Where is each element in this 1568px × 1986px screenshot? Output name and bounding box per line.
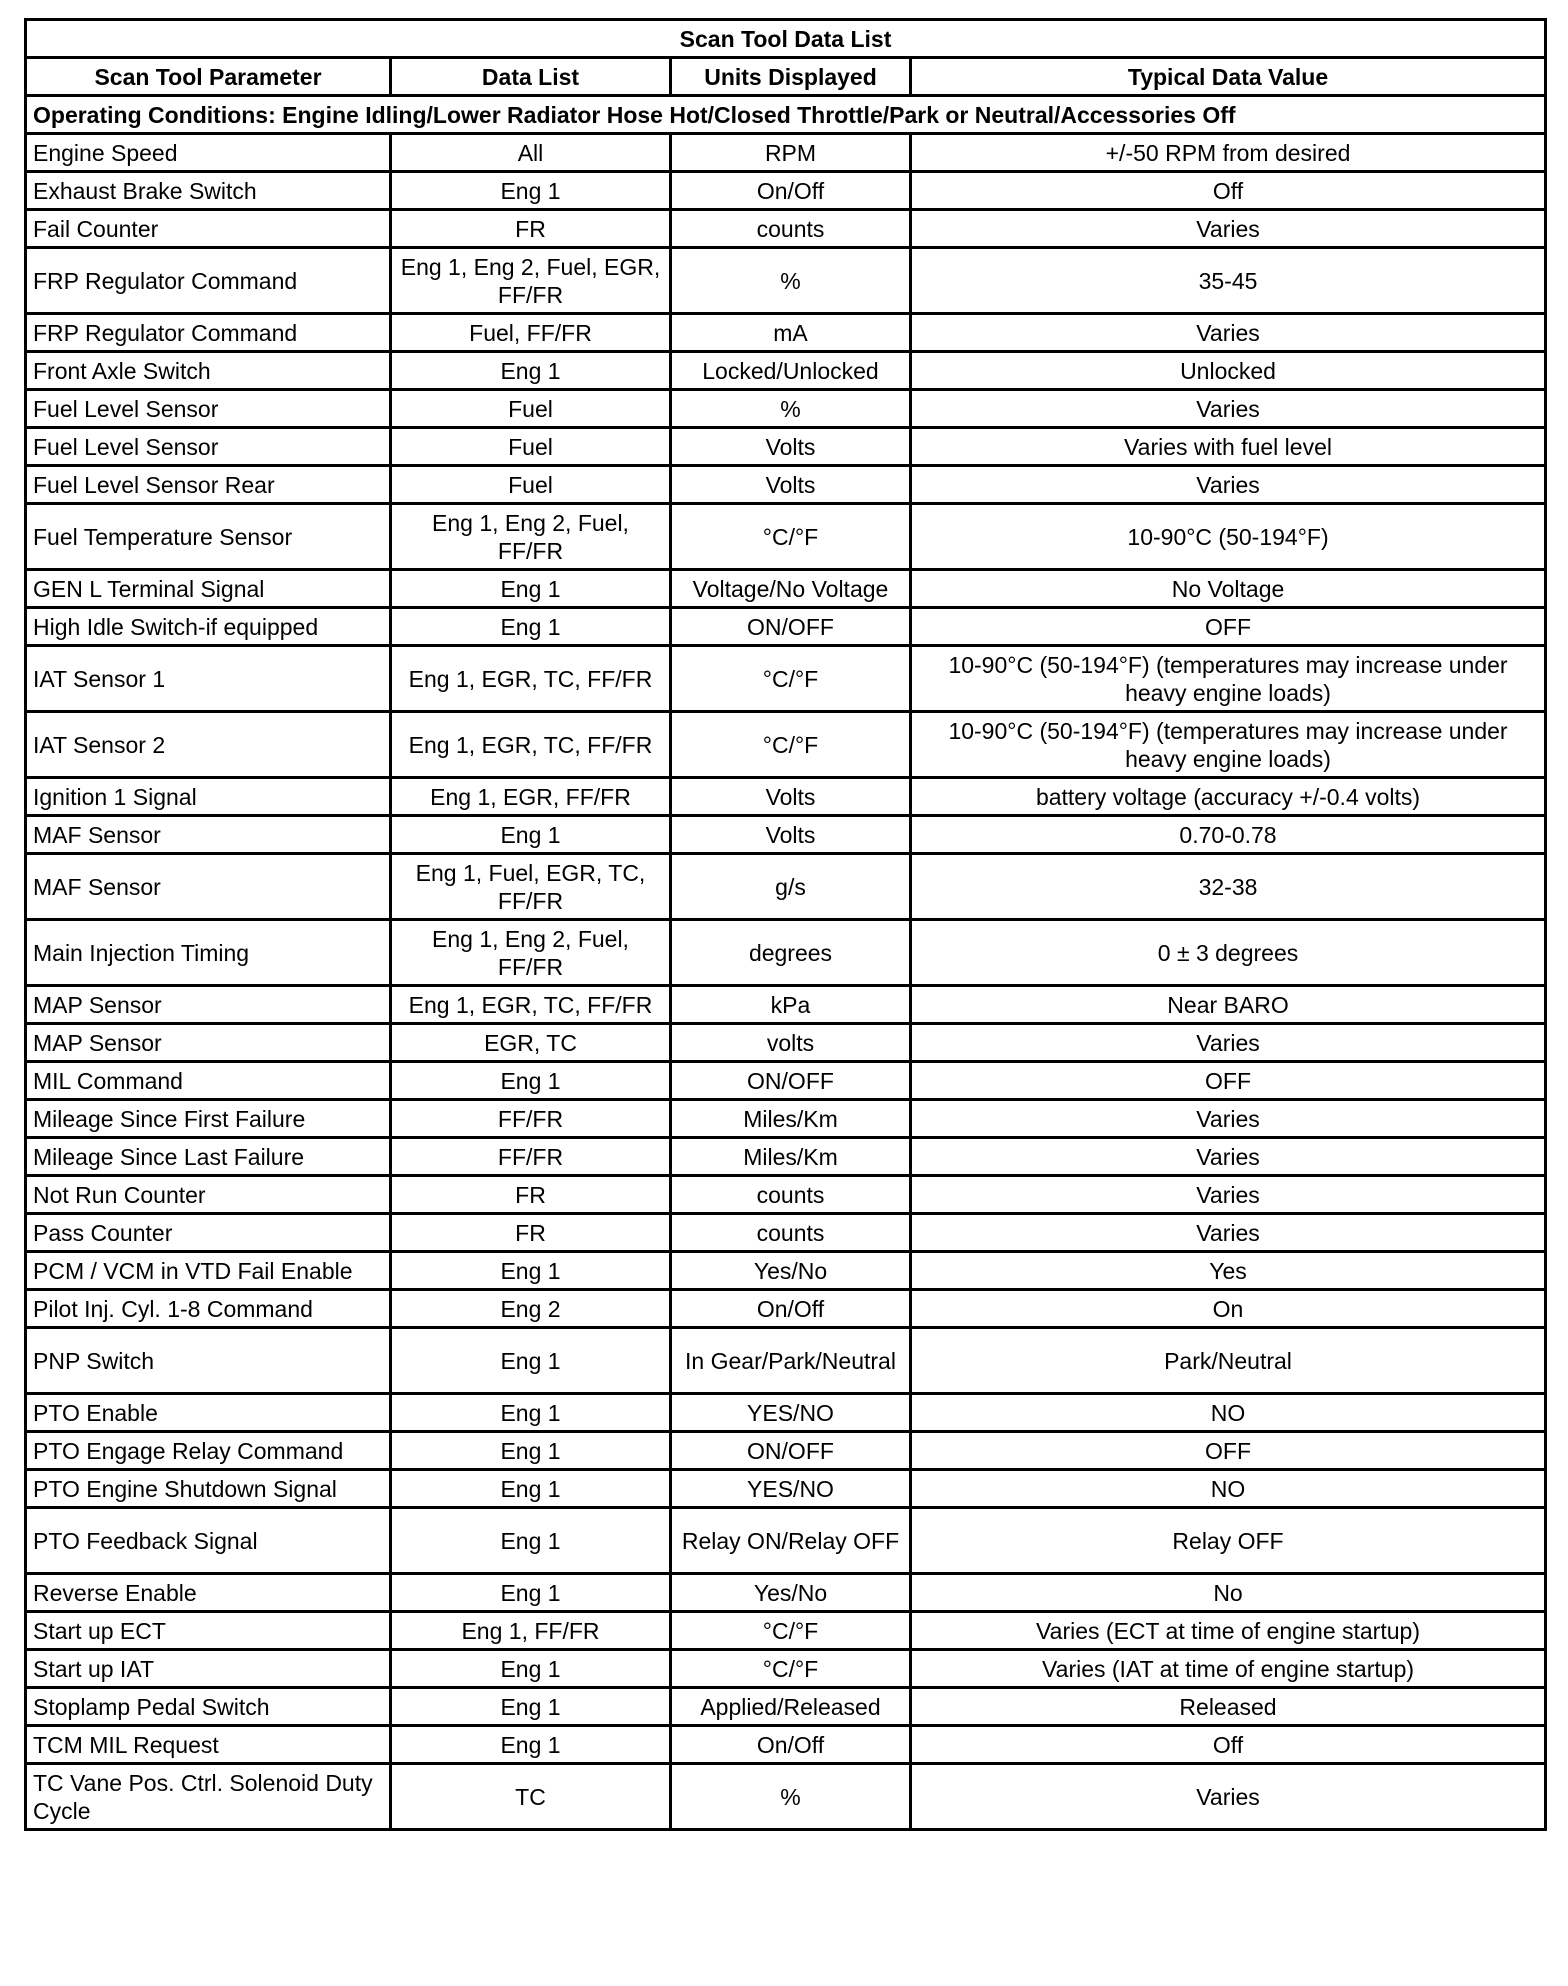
parameter-cell: Engine Speed bbox=[26, 134, 391, 172]
parameter-cell: Front Axle Switch bbox=[26, 352, 391, 390]
data-list-cell: Fuel bbox=[391, 466, 671, 504]
parameter-cell: MAF Sensor bbox=[26, 816, 391, 854]
table-row bbox=[26, 1252, 1546, 1290]
typical-value-cell: 0 ± 3 degrees bbox=[911, 920, 1546, 986]
data-list-cell: Eng 1 bbox=[391, 1062, 671, 1100]
parameter-cell: MAP Sensor bbox=[26, 1024, 391, 1062]
units-cell: Yes/No bbox=[671, 1252, 911, 1290]
data-list-cell: FF/FR bbox=[391, 1138, 671, 1176]
table-row bbox=[26, 210, 1546, 248]
parameter-cell: Not Run Counter bbox=[26, 1176, 391, 1214]
table-row bbox=[26, 1024, 1546, 1062]
units-cell: % bbox=[671, 390, 911, 428]
units-cell: volts bbox=[671, 1024, 911, 1062]
typical-value-cell: 10-90°C (50-194°F) (temperatures may increase under heavy engine loads) bbox=[911, 646, 1546, 712]
typical-value-cell: Unlocked bbox=[911, 352, 1546, 390]
typical-value-cell: Varies bbox=[911, 210, 1546, 248]
table-row bbox=[26, 466, 1546, 504]
scan-tool-data-table bbox=[24, 18, 1547, 1831]
typical-value-cell: Released bbox=[911, 1688, 1546, 1726]
typical-value-cell: Varies (IAT at time of engine startup) bbox=[911, 1650, 1546, 1688]
parameter-cell: Reverse Enable bbox=[26, 1574, 391, 1612]
units-cell: RPM bbox=[671, 134, 911, 172]
units-cell: kPa bbox=[671, 986, 911, 1024]
parameter-cell: Start up IAT bbox=[26, 1650, 391, 1688]
data-list-cell: FR bbox=[391, 1214, 671, 1252]
data-list-cell: Fuel bbox=[391, 390, 671, 428]
parameter-cell: MAP Sensor bbox=[26, 986, 391, 1024]
typical-value-cell: OFF bbox=[911, 1062, 1546, 1100]
typical-value-cell: Varies bbox=[911, 1176, 1546, 1214]
data-list-cell: Eng 1 bbox=[391, 172, 671, 210]
table-row bbox=[26, 390, 1546, 428]
column-header-units: Units Displayed bbox=[671, 58, 911, 96]
table-row bbox=[26, 1394, 1546, 1432]
data-list-cell: Eng 1, Eng 2, Fuel, FF/FR bbox=[391, 504, 671, 570]
units-cell: °C/°F bbox=[671, 1612, 911, 1650]
data-list-cell: Eng 1, EGR, FF/FR bbox=[391, 778, 671, 816]
table-row bbox=[26, 920, 1546, 986]
column-header-data-list: Data List bbox=[391, 58, 671, 96]
units-cell: Miles/Km bbox=[671, 1100, 911, 1138]
units-cell: Applied/Released bbox=[671, 1688, 911, 1726]
table-row bbox=[26, 986, 1546, 1024]
parameter-cell: FRP Regulator Command bbox=[26, 314, 391, 352]
units-cell: ON/OFF bbox=[671, 1062, 911, 1100]
units-cell: In Gear/Park/Neutral bbox=[671, 1328, 911, 1394]
units-cell: Relay ON/Relay OFF bbox=[671, 1508, 911, 1574]
units-cell: degrees bbox=[671, 920, 911, 986]
table-row bbox=[26, 1100, 1546, 1138]
typical-value-cell: Near BARO bbox=[911, 986, 1546, 1024]
column-header-parameter: Scan Tool Parameter bbox=[26, 58, 391, 96]
parameter-cell: Fuel Level Sensor Rear bbox=[26, 466, 391, 504]
table-row bbox=[26, 570, 1546, 608]
units-cell: counts bbox=[671, 210, 911, 248]
parameter-cell: Fuel Level Sensor bbox=[26, 390, 391, 428]
parameter-cell: Mileage Since Last Failure bbox=[26, 1138, 391, 1176]
units-cell: counts bbox=[671, 1214, 911, 1252]
header-row bbox=[26, 58, 1546, 96]
parameter-cell: PTO Enable bbox=[26, 1394, 391, 1432]
table-row bbox=[26, 1650, 1546, 1688]
parameter-cell: Fail Counter bbox=[26, 210, 391, 248]
typical-value-cell: Varies (ECT at time of engine startup) bbox=[911, 1612, 1546, 1650]
data-list-cell: Eng 1 bbox=[391, 816, 671, 854]
parameter-cell: Main Injection Timing bbox=[26, 920, 391, 986]
table-row bbox=[26, 428, 1546, 466]
table-row bbox=[26, 1328, 1546, 1394]
table-row bbox=[26, 248, 1546, 314]
typical-value-cell: Varies with fuel level bbox=[911, 428, 1546, 466]
typical-value-cell: No Voltage bbox=[911, 570, 1546, 608]
units-cell: % bbox=[671, 248, 911, 314]
parameter-cell: Pilot Inj. Cyl. 1-8 Command bbox=[26, 1290, 391, 1328]
units-cell: On/Off bbox=[671, 1290, 911, 1328]
typical-value-cell: Varies bbox=[911, 1024, 1546, 1062]
units-cell: °C/°F bbox=[671, 1650, 911, 1688]
data-list-cell: Eng 1 bbox=[391, 1394, 671, 1432]
parameter-cell: PCM / VCM in VTD Fail Enable bbox=[26, 1252, 391, 1290]
units-cell: ON/OFF bbox=[671, 1432, 911, 1470]
typical-value-cell: Yes bbox=[911, 1252, 1546, 1290]
data-list-cell: FR bbox=[391, 1176, 671, 1214]
units-cell: % bbox=[671, 1764, 911, 1830]
parameter-cell: Fuel Level Sensor bbox=[26, 428, 391, 466]
units-cell: YES/NO bbox=[671, 1470, 911, 1508]
table-row bbox=[26, 816, 1546, 854]
data-list-cell: Eng 1 bbox=[391, 1650, 671, 1688]
title-row bbox=[26, 20, 1546, 58]
data-list-cell: Eng 1 bbox=[391, 352, 671, 390]
typical-value-cell: Varies bbox=[911, 1100, 1546, 1138]
table-body bbox=[26, 134, 1546, 1830]
table-row bbox=[26, 1726, 1546, 1764]
units-cell: °C/°F bbox=[671, 712, 911, 778]
parameter-cell: Mileage Since First Failure bbox=[26, 1100, 391, 1138]
parameter-cell: IAT Sensor 2 bbox=[26, 712, 391, 778]
parameter-cell: GEN L Terminal Signal bbox=[26, 570, 391, 608]
parameter-cell: Ignition 1 Signal bbox=[26, 778, 391, 816]
typical-value-cell: Park/Neutral bbox=[911, 1328, 1546, 1394]
operating-conditions: Operating Conditions: Engine Idling/Lower Radiator Hose Hot/Closed Throttle/Park or Neutral/Accessories Off bbox=[26, 96, 1546, 134]
data-list-cell: Eng 1, EGR, TC, FF/FR bbox=[391, 646, 671, 712]
table-row bbox=[26, 608, 1546, 646]
parameter-cell: Stoplamp Pedal Switch bbox=[26, 1688, 391, 1726]
units-cell: °C/°F bbox=[671, 646, 911, 712]
typical-value-cell: Varies bbox=[911, 466, 1546, 504]
units-cell: Yes/No bbox=[671, 1574, 911, 1612]
data-list-cell: Eng 1, EGR, TC, FF/FR bbox=[391, 712, 671, 778]
units-cell: Locked/Unlocked bbox=[671, 352, 911, 390]
data-list-cell: Eng 1 bbox=[391, 1328, 671, 1394]
parameter-cell: High Idle Switch-if equipped bbox=[26, 608, 391, 646]
table-row bbox=[26, 1432, 1546, 1470]
table-row bbox=[26, 854, 1546, 920]
table-row bbox=[26, 712, 1546, 778]
units-cell: counts bbox=[671, 1176, 911, 1214]
typical-value-cell: 32-38 bbox=[911, 854, 1546, 920]
data-list-cell: Eng 1 bbox=[391, 608, 671, 646]
parameter-cell: Exhaust Brake Switch bbox=[26, 172, 391, 210]
units-cell: Voltage/No Voltage bbox=[671, 570, 911, 608]
data-list-cell: Eng 1 bbox=[391, 1688, 671, 1726]
units-cell: ON/OFF bbox=[671, 608, 911, 646]
units-cell: Miles/Km bbox=[671, 1138, 911, 1176]
parameter-cell: PTO Engage Relay Command bbox=[26, 1432, 391, 1470]
parameter-cell: PNP Switch bbox=[26, 1328, 391, 1394]
data-list-cell: Eng 1 bbox=[391, 1432, 671, 1470]
units-cell: Volts bbox=[671, 428, 911, 466]
typical-value-cell: No bbox=[911, 1574, 1546, 1612]
parameter-cell: PTO Feedback Signal bbox=[26, 1508, 391, 1574]
table-row bbox=[26, 1062, 1546, 1100]
table-row bbox=[26, 172, 1546, 210]
typical-value-cell: battery voltage (accuracy +/-0.4 volts) bbox=[911, 778, 1546, 816]
typical-value-cell: 10-90°C (50-194°F) bbox=[911, 504, 1546, 570]
data-list-cell: Eng 1 bbox=[391, 1574, 671, 1612]
units-cell: Volts bbox=[671, 778, 911, 816]
parameter-cell: IAT Sensor 1 bbox=[26, 646, 391, 712]
table-row bbox=[26, 1612, 1546, 1650]
table-row bbox=[26, 1574, 1546, 1612]
parameter-cell: Pass Counter bbox=[26, 1214, 391, 1252]
table-row bbox=[26, 1508, 1546, 1574]
units-cell: mA bbox=[671, 314, 911, 352]
typical-value-cell: Varies bbox=[911, 1764, 1546, 1830]
data-list-cell: Eng 1, FF/FR bbox=[391, 1612, 671, 1650]
table-row bbox=[26, 134, 1546, 172]
units-cell: g/s bbox=[671, 854, 911, 920]
data-list-cell: FF/FR bbox=[391, 1100, 671, 1138]
data-list-cell: FR bbox=[391, 210, 671, 248]
table-row bbox=[26, 778, 1546, 816]
table-row bbox=[26, 314, 1546, 352]
typical-value-cell: Varies bbox=[911, 390, 1546, 428]
parameter-cell: TCM MIL Request bbox=[26, 1726, 391, 1764]
data-list-cell: Eng 1, Fuel, EGR, TC, FF/FR bbox=[391, 854, 671, 920]
units-cell: Volts bbox=[671, 466, 911, 504]
typical-value-cell: Varies bbox=[911, 1214, 1546, 1252]
conditions-row bbox=[26, 96, 1546, 134]
typical-value-cell: 35-45 bbox=[911, 248, 1546, 314]
table-row bbox=[26, 1290, 1546, 1328]
column-header-typical-value: Typical Data Value bbox=[911, 58, 1546, 96]
table-row bbox=[26, 1470, 1546, 1508]
units-cell: YES/NO bbox=[671, 1394, 911, 1432]
parameter-cell: Fuel Temperature Sensor bbox=[26, 504, 391, 570]
typical-value-cell: +/-50 RPM from desired bbox=[911, 134, 1546, 172]
data-list-cell: Eng 1, Eng 2, Fuel, EGR, FF/FR bbox=[391, 248, 671, 314]
table-row bbox=[26, 1214, 1546, 1252]
data-list-cell: Eng 1 bbox=[391, 1726, 671, 1764]
data-list-cell: Eng 1, EGR, TC, FF/FR bbox=[391, 986, 671, 1024]
data-list-cell: Eng 1 bbox=[391, 570, 671, 608]
units-cell: Volts bbox=[671, 816, 911, 854]
parameter-cell: PTO Engine Shutdown Signal bbox=[26, 1470, 391, 1508]
table-title: Scan Tool Data List bbox=[26, 20, 1546, 58]
units-cell: On/Off bbox=[671, 1726, 911, 1764]
typical-value-cell: Off bbox=[911, 172, 1546, 210]
data-list-cell: Eng 1 bbox=[391, 1252, 671, 1290]
units-cell: °C/°F bbox=[671, 504, 911, 570]
table-row bbox=[26, 352, 1546, 390]
typical-value-cell: Relay OFF bbox=[911, 1508, 1546, 1574]
data-list-cell: Eng 2 bbox=[391, 1290, 671, 1328]
table-row bbox=[26, 1764, 1546, 1830]
table-row bbox=[26, 504, 1546, 570]
parameter-cell: FRP Regulator Command bbox=[26, 248, 391, 314]
data-list-cell: Eng 1 bbox=[391, 1470, 671, 1508]
typical-value-cell: NO bbox=[911, 1470, 1546, 1508]
table-row bbox=[26, 1688, 1546, 1726]
typical-value-cell: 0.70-0.78 bbox=[911, 816, 1546, 854]
table-row bbox=[26, 1176, 1546, 1214]
typical-value-cell: Off bbox=[911, 1726, 1546, 1764]
parameter-cell: MAF Sensor bbox=[26, 854, 391, 920]
typical-value-cell: On bbox=[911, 1290, 1546, 1328]
data-list-cell: EGR, TC bbox=[391, 1024, 671, 1062]
data-list-cell: Fuel, FF/FR bbox=[391, 314, 671, 352]
data-list-cell: Eng 1 bbox=[391, 1508, 671, 1574]
parameter-cell: Start up ECT bbox=[26, 1612, 391, 1650]
data-list-cell: Fuel bbox=[391, 428, 671, 466]
typical-value-cell: Varies bbox=[911, 1138, 1546, 1176]
table-row bbox=[26, 646, 1546, 712]
typical-value-cell: OFF bbox=[911, 1432, 1546, 1470]
typical-value-cell: 10-90°C (50-194°F) (temperatures may increase under heavy engine loads) bbox=[911, 712, 1546, 778]
data-list-cell: TC bbox=[391, 1764, 671, 1830]
typical-value-cell: OFF bbox=[911, 608, 1546, 646]
typical-value-cell: Varies bbox=[911, 314, 1546, 352]
data-list-cell: Eng 1, Eng 2, Fuel, FF/FR bbox=[391, 920, 671, 986]
typical-value-cell: NO bbox=[911, 1394, 1546, 1432]
parameter-cell: MIL Command bbox=[26, 1062, 391, 1100]
units-cell: On/Off bbox=[671, 172, 911, 210]
data-list-cell: All bbox=[391, 134, 671, 172]
table-row bbox=[26, 1138, 1546, 1176]
parameter-cell: TC Vane Pos. Ctrl. Solenoid Duty Cycle bbox=[26, 1764, 391, 1830]
